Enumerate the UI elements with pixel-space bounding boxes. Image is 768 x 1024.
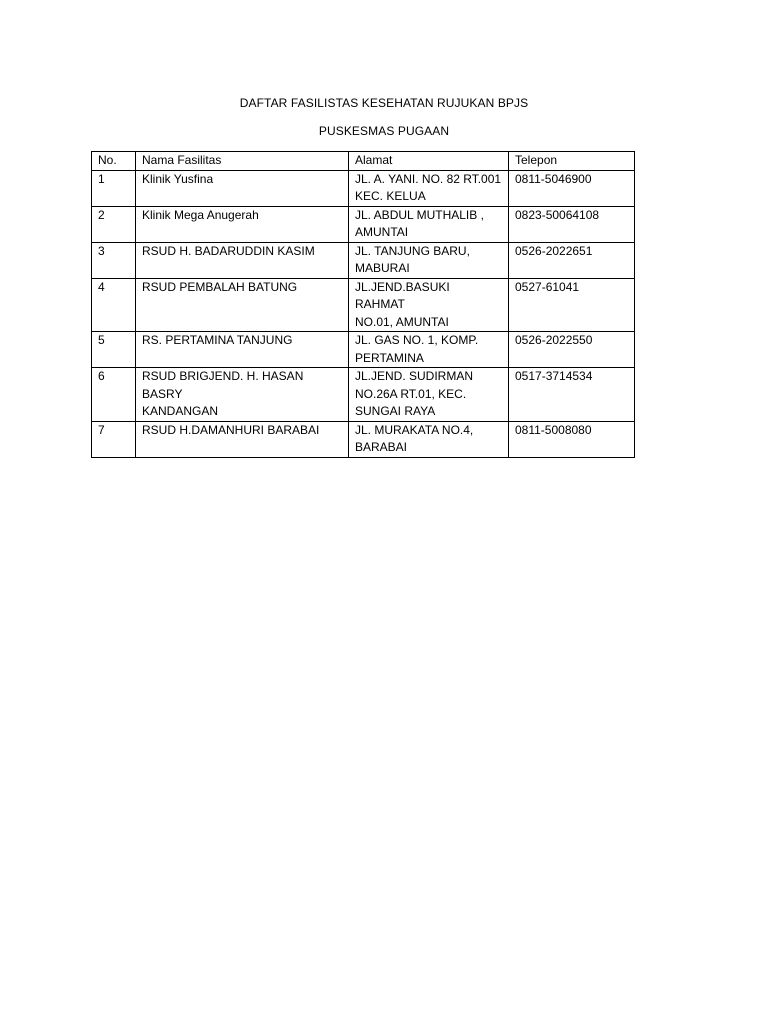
cell-no: 7 — [92, 421, 136, 457]
cell-address: JL. MURAKATA NO.4, BARABAI — [349, 421, 509, 457]
cell-no: 2 — [92, 206, 136, 242]
table-row — [92, 278, 635, 332]
cell-address: JL. A. YANI. NO. 82 RT.001 KEC. KELUA — [349, 170, 509, 206]
cell-address: JL. ABDUL MUTHALIB , AMUNTAI — [349, 206, 509, 242]
cell-name: RSUD PEMBALAH BATUNG — [136, 278, 349, 332]
document-title: DAFTAR FASILISTAS KESEHATAN RUJUKAN BPJS — [239, 96, 529, 110]
cell-no: 5 — [92, 332, 136, 368]
cell-phone: 0526-2022550 — [509, 332, 635, 368]
cell-name: Klinik Yusfina — [136, 170, 349, 206]
cell-name: RS. PERTAMINA TANJUNG — [136, 332, 349, 368]
table-row — [92, 170, 635, 206]
cell-no: 4 — [92, 278, 136, 332]
table-row — [92, 332, 635, 368]
cell-phone: 0526-2022651 — [509, 242, 635, 278]
cell-name: Klinik Mega Anugerah — [136, 206, 349, 242]
header-phone: Telepon — [509, 152, 635, 171]
cell-name: RSUD BRIGJEND. H. HASAN BASRY KANDANGAN — [136, 368, 349, 422]
cell-phone: 0811-5008080 — [509, 421, 635, 457]
document-subtitle: PUSKESMAS PUGAAN — [318, 124, 450, 138]
header-name: Nama Fasilitas — [136, 152, 349, 171]
cell-phone: 0811-5046900 — [509, 170, 635, 206]
cell-name: RSUD H.DAMANHURI BARABAI — [136, 421, 349, 457]
cell-no: 3 — [92, 242, 136, 278]
table-row — [92, 368, 635, 422]
header-no: No. — [92, 152, 136, 171]
cell-address: JL.JEND.BASUKI RAHMAT NO.01, AMUNTAI — [349, 278, 509, 332]
cell-phone: 0527-61041 — [509, 278, 635, 332]
facility-table — [91, 151, 635, 458]
cell-phone: 0517-3714534 — [509, 368, 635, 422]
table-header-row — [92, 152, 635, 171]
header-address: Alamat — [349, 152, 509, 171]
cell-no: 1 — [92, 170, 136, 206]
cell-no: 6 — [92, 368, 136, 422]
cell-address: JL.JEND. SUDIRMAN NO.26A RT.01, KEC. SUNGAI RAYA — [349, 368, 509, 422]
table-row — [92, 206, 635, 242]
cell-address: JL. GAS NO. 1, KOMP. PERTAMINA — [349, 332, 509, 368]
cell-name: RSUD H. BADARUDDIN KASIM — [136, 242, 349, 278]
cell-phone: 0823-50064108 — [509, 206, 635, 242]
table-row — [92, 421, 635, 457]
cell-address: JL. TANJUNG BARU, MABURAI — [349, 242, 509, 278]
table-row — [92, 242, 635, 278]
